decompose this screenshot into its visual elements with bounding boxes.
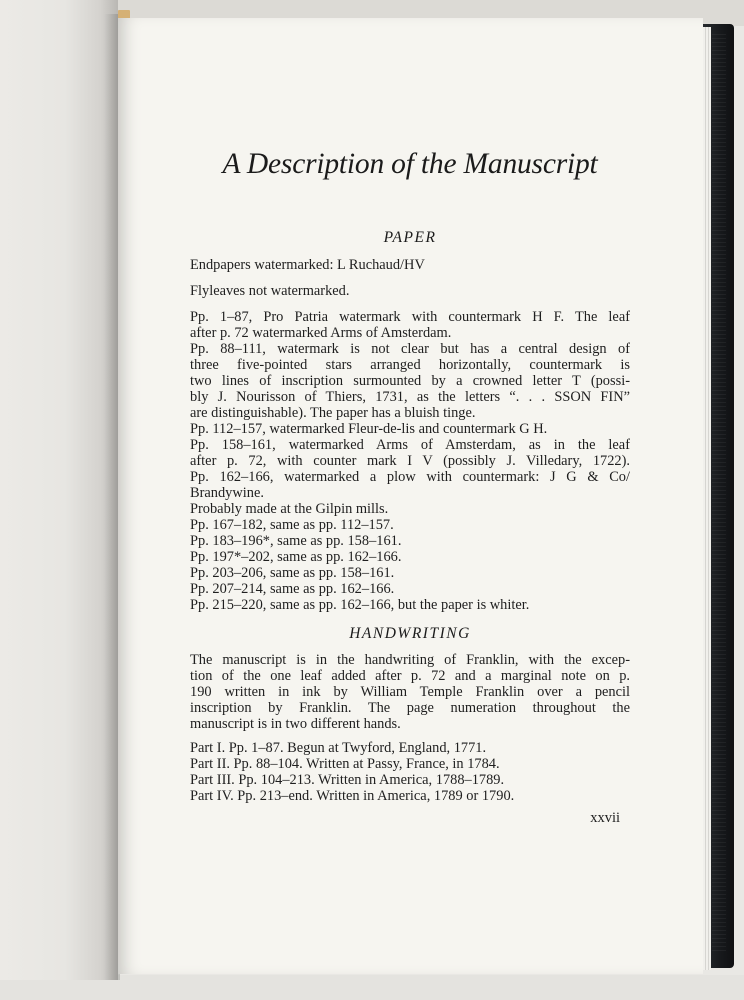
paper-line: Brandywine. [190, 485, 264, 501]
paper-section [190, 257, 630, 299]
paper-line: are distinguishable). The paper has a bluish tinge. [190, 405, 476, 421]
paper-line: Pp. 167–182, same as pp. 112–157. [190, 517, 394, 533]
handwriting-line: manuscript is in two different hands. [190, 716, 401, 732]
part-line: Part III. Pp. 104–213. Written in America, 1788–1789. [190, 772, 505, 788]
paper-line: Pp. 112–157, watermarked Fleur-de-lis and countermark G H. [190, 421, 548, 437]
paper-line: Pp. 207–214, same as pp. 162–166. [190, 581, 395, 597]
paper-line: bly J. Nourisson of Thiers, 1731, as the letters “. . . SSON FIN” [190, 389, 630, 405]
right-page [118, 18, 703, 974]
paper-line: Probably made at the Gilpin mills. [190, 501, 389, 517]
paper-line: Pp. 197*–202, same as pp. 162–166. [190, 549, 402, 565]
handwriting-line: inscription by Franklin. The page numeration throughout the [190, 700, 630, 716]
handwriting-line: The manuscript is in the handwriting of Franklin, with the excep- [190, 652, 630, 668]
section-heading-paper: PAPER [383, 229, 437, 246]
parts-list [190, 740, 630, 804]
paper-line: Pp. 158–161, watermarked Arms of Amsterdam, as in the leaf [190, 437, 630, 453]
paper-line: three five-pointed stars arranged horizontally, countermark is [190, 357, 630, 373]
part-line: Part I. Pp. 1–87. Begun at Twyford, England, 1771. [190, 740, 487, 756]
paper-details [190, 309, 630, 613]
paper-line: Pp. 88–111, watermark is not clear but has a central design of [190, 341, 630, 357]
page-title: A Description of the Manuscript [222, 148, 598, 180]
paper-line: Pp. 1–87, Pro Patria watermark with countermark H F. The leaf [190, 309, 630, 325]
paper-line: Pp. 203–206, same as pp. 158–161. [190, 565, 395, 581]
cover-texture [712, 34, 726, 954]
paper-line: Pp. 183–196*, same as pp. 158–161. [190, 533, 402, 549]
handwriting-line: tion of the one leaf added after p. 72 and a marginal note on p. [190, 668, 630, 684]
part-line: Part II. Pp. 88–104. Written at Passy, France, in 1784. [190, 756, 500, 772]
left-page [0, 0, 118, 980]
handwriting-section [190, 652, 630, 732]
paper-line: after p. 72 watermarked Arms of Amsterdam. [190, 325, 452, 341]
section-heading-handwriting: HANDWRITING [349, 625, 471, 642]
page-number: xxvii [590, 810, 620, 826]
paper-line: Pp. 162–166, watermarked a plow with countermark: J G & Co/ [190, 469, 630, 485]
handwriting-line: 190 written in ink by William Temple Franklin over a pencil [190, 684, 630, 700]
paper-line: Pp. 215–220, same as pp. 162–166, but the paper is whiter. [190, 597, 530, 613]
endpapers-line: Endpapers watermarked: L Ruchaud/HV [190, 257, 425, 273]
paper-line: two lines of inscription surmounted by a crowned letter T (possi- [190, 373, 630, 389]
paper-line: after p. 72, with counter mark I V (possibly J. Villedary, 1722). [190, 453, 630, 469]
part-line: Part IV. Pp. 213–end. Written in America, 1789 or 1790. [190, 788, 515, 804]
flyleaves-line: Flyleaves not watermarked. [190, 283, 350, 299]
